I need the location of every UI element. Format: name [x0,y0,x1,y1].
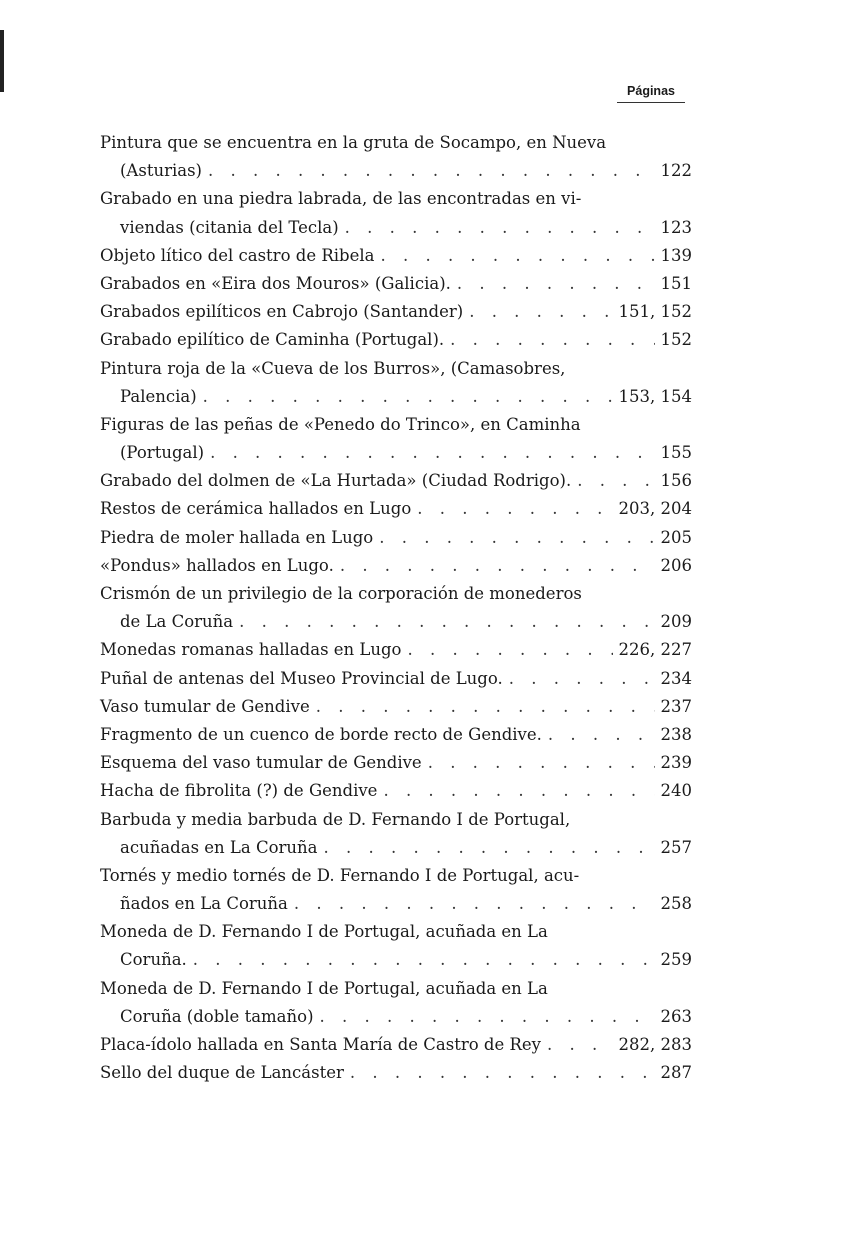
entry-line [100,383,692,411]
dot-leader [208,157,655,185]
illustration-index-list [100,129,692,1087]
entry-line [100,693,692,721]
entry-line [100,1003,692,1031]
entry-line [100,975,692,1003]
entry-title-text: Grabados en «Eira dos Mouros» (Galicia). [100,273,451,293]
page-number: 282, 283 [618,1035,692,1054]
index-entry [100,185,692,241]
index-entry [100,693,692,721]
entry-line [100,580,692,608]
page-number: 239 [660,753,692,773]
page-number: 234 [660,668,692,688]
index-entry [100,777,692,805]
entry-line [100,636,692,664]
entry-title-text: Placa-ídolo hallada en Santa María de Castro de Rey [100,1035,541,1054]
entry-line [100,439,692,467]
entry-title-text: de La Coruña [120,612,234,632]
entry-title-text: Moneda de D. Fernando I de Portugal, acuñada en La [100,978,548,998]
dot-leader [457,270,655,298]
index-entry [100,665,692,693]
entry-line [100,806,692,834]
index-entry [100,326,692,354]
page-number: 123 [660,217,692,237]
entry-line [100,214,692,242]
index-entry [100,636,692,664]
entry-title-text: (Portugal) [120,443,205,463]
page-number: 258 [660,894,692,914]
entry-line [100,918,692,946]
index-entry [100,298,692,326]
index-entry [100,524,692,552]
page-number: 237 [660,696,692,716]
dot-leader [428,749,655,777]
dot-leader [203,383,613,411]
entry-line [100,355,692,383]
dot-leader [239,608,654,636]
page-number: 226, 227 [618,640,692,660]
index-entry [100,355,692,411]
entry-line [100,862,692,890]
index-entry [100,862,692,918]
entry-line [100,524,692,552]
entry-title-text: Objeto lítico del castro de Ribela [100,245,375,265]
entry-line [100,777,692,805]
entry-title-text: Grabado en una piedra labrada, de las encontradas en vi- [100,189,582,209]
entry-title-text: Pintura roja de la «Cueva de los Burros», (Camasobres, [100,358,566,378]
index-entry [100,552,692,580]
margin-rule [0,30,4,92]
entry-line [100,157,692,185]
entry-title-text: Monedas romanas halladas en Lugo [100,640,402,660]
entry-line [100,665,692,693]
dot-leader [408,636,613,664]
index-entry [100,749,692,777]
index-entry [100,411,692,467]
entry-line [100,495,692,523]
entry-line [100,608,692,636]
entry-title-text: ñados en La Coruña [120,894,288,914]
dot-leader [210,439,654,467]
entry-title-text: Coruña (doble tamaño) [120,1006,314,1026]
entry-title-text: acuñadas en La Coruña [120,837,318,857]
dot-leader [340,552,655,580]
entry-line [100,1059,692,1087]
entry-title-text: Grabado epilítico de Caminha (Portugal). [100,330,445,350]
entry-title-text: Grabado del dolmen de «La Hurtada» (Ciudad Rodrigo). [100,471,572,491]
entry-title-text: Moneda de D. Fernando I de Portugal, acuñada en La [100,922,548,942]
entry-title-text: Palencia) [120,386,197,406]
entry-title-text: Restos de cerámica hallados en Lugo [100,499,412,519]
page-number: 205 [660,527,692,547]
entry-title-text: viendas (citania del Tecla) [120,217,339,237]
dot-leader [509,665,655,693]
index-entry [100,806,692,862]
page-number: 152 [660,330,692,350]
entry-line [100,946,692,974]
dot-leader [547,1031,613,1059]
entry-title-text: Sello del duque de Lancáster [100,1063,344,1083]
page-number: 155 [660,443,692,463]
entry-title-text: «Pondus» hallados en Lugo. [100,555,334,575]
page-number: 139 [660,245,692,265]
entry-title-text: Esquema del vaso tumular de Gendive [100,753,422,773]
page-number: 238 [660,724,692,744]
page-number: 240 [660,781,692,801]
entry-line [100,467,692,495]
dot-leader [316,693,655,721]
entry-title-text: Barbuda y media barbuda de D. Fernando I de Portugal, [100,809,571,829]
entry-line [100,242,692,270]
entry-title-text: (Asturias) [120,161,202,181]
entry-title-text: Crismón de un privilegio de la corporación de monederos [100,584,582,603]
dot-leader [294,890,655,918]
entry-title-text: Hacha de fibrolita (?) de Gendive [100,781,378,801]
index-entry [100,495,692,523]
entry-line [100,270,692,298]
dot-leader [379,524,654,552]
dot-leader [450,326,654,354]
index-entry [100,580,692,636]
entry-line [100,890,692,918]
index-entry [100,721,692,749]
entry-title-text: Coruña. [120,950,187,970]
page-number: 209 [660,612,692,632]
index-entry [100,1059,692,1087]
entry-title-text: Figuras de las peñas de «Penedo do Trinco», en Caminha [100,414,581,434]
index-entry [100,242,692,270]
page-number: 151 [660,273,692,293]
column-header-paginas: Páginas [617,84,685,103]
index-entry [100,1031,692,1059]
dot-leader [577,467,654,495]
page-number: 259 [660,950,692,970]
entry-line [100,834,692,862]
index-entry [100,467,692,495]
dot-leader [345,214,655,242]
index-entry [100,918,692,974]
page-number: 122 [660,161,692,181]
page-number: 263 [660,1006,692,1026]
index-entry [100,129,692,185]
entry-title-text: Vaso tumular de Gendive [100,696,310,716]
index-entry [100,270,692,298]
entry-title-text: Puñal de antenas del Museo Provincial de Lugo. [100,668,503,688]
dot-leader [417,495,612,523]
entry-line [100,129,692,157]
dot-leader [350,1059,655,1087]
entry-line [100,749,692,777]
entry-title-text: Fragmento de un cuenco de borde recto de Gendive. [100,724,542,744]
entry-line [100,298,692,326]
entry-line [100,552,692,580]
entry-line [100,721,692,749]
page-number: 156 [660,471,692,491]
dot-leader [193,946,655,974]
index-entry [100,975,692,1031]
page-number: 257 [660,837,692,857]
entry-line [100,1031,692,1059]
dot-leader [380,242,654,270]
entry-line [100,185,692,213]
page-number: 206 [660,555,692,575]
dot-leader [324,834,655,862]
dot-leader [548,721,655,749]
entry-title-text: Piedra de moler hallada en Lugo [100,527,374,547]
entry-line [100,411,692,439]
page-number: 153, 154 [618,386,692,406]
entry-title-text: Tornés y medio tornés de D. Fernando I de Portugal, acu- [100,865,580,885]
entry-title-text: Grabados epilíticos en Cabrojo (Santander) [100,302,464,322]
dot-leader [469,298,612,326]
dot-leader [320,1003,655,1031]
page-number: 151, 152 [618,302,692,322]
entry-title-text: Pintura que se encuentra en la gruta de Socampo, en Nueva [100,133,607,152]
page-number: 203, 204 [618,499,692,519]
entry-line [100,326,692,354]
dot-leader [383,777,654,805]
page-number: 287 [660,1063,692,1083]
